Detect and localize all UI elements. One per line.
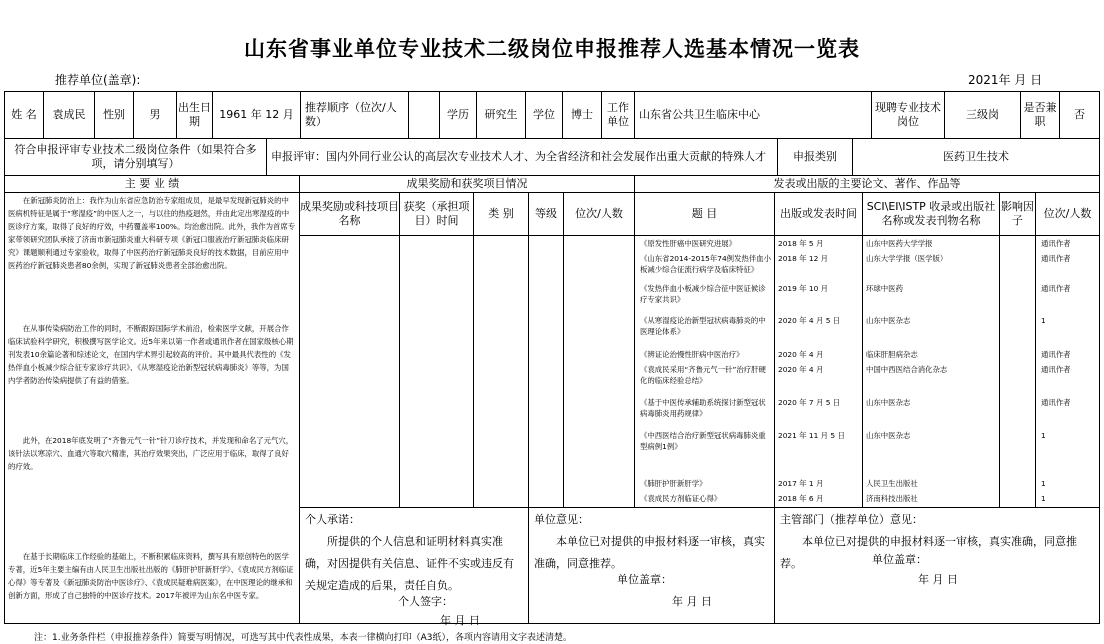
footer-note: 注：1.业务条件栏（申报推荐条件）简要写明情况，可选写其中代表性成果，本表一律横向打印（A3纸），各项内容请用文字表述清楚。 bbox=[34, 633, 572, 643]
person-commit-title: 个人承诺： bbox=[305, 513, 360, 526]
award-body-level bbox=[528, 235, 564, 508]
gender-label: 性别 bbox=[94, 91, 134, 139]
unit-opinion-text: 本单位已对提供的申报材料逐一审核，真实准确，同意推荐。 bbox=[534, 535, 765, 570]
birth-label: 出生日期 bbox=[176, 91, 213, 139]
pub-rank: 通讯作者 bbox=[1041, 254, 1071, 263]
name-label: 姓 名 bbox=[4, 91, 44, 139]
pub-rank: 通讯作者 bbox=[1041, 398, 1071, 407]
dual-label: 是否兼职 bbox=[1020, 91, 1060, 139]
pub-journal: 环球中医药 bbox=[866, 284, 903, 293]
pub-title: 《辨证论治慢性肝病中医治疗》 bbox=[640, 350, 744, 359]
award-col-name: 成果奖励或科技项目名称 bbox=[299, 192, 400, 236]
unit-sign-date: 年 月 日 bbox=[672, 595, 712, 608]
pub-title: 《发热伴血小板减少综合征中医证候诊疗专家共识》 bbox=[640, 284, 766, 304]
post-label: 现聘专业技术岗位 bbox=[871, 91, 945, 139]
pub-col-title: 题 目 bbox=[634, 192, 775, 236]
pub-rank: 通讯作者 bbox=[1041, 284, 1071, 293]
birth-value: 1961 年 12 月 bbox=[212, 91, 301, 139]
pub-rank: 通讯作者 bbox=[1041, 239, 1071, 248]
person-sign-date: 年 月 日 bbox=[440, 614, 480, 627]
degree-label: 学位 bbox=[525, 91, 563, 139]
page-title: 山东省事业单位专业技术二级岗位申报推荐人选基本情况一览表 bbox=[244, 37, 860, 61]
pub-title: 《肺肝护肝新肝学》 bbox=[640, 479, 707, 488]
pub-title: 《从寒湿疫论治新型冠状病毒肺炎的中医理论体系》 bbox=[640, 316, 766, 336]
pub-journal: 山东中医药大学学报 bbox=[866, 239, 933, 248]
main-achievements-header: 主 要 业 绩 bbox=[4, 175, 300, 193]
pub-date: 2020 年 7 月 5 日 bbox=[778, 398, 841, 407]
pub-journal: 山东中医杂志 bbox=[866, 398, 911, 407]
degree-value: 博士 bbox=[562, 91, 602, 139]
pub-date: 2018 年 6 月 bbox=[778, 494, 824, 503]
pub-journal: 山东中医杂志 bbox=[866, 316, 911, 325]
achievement-paragraph-2: 在从事传染病防治工作的同时，不断跟踪国际学术前沿，检索医学文献，开展合作临床试验科学研究，积极撰写医学论文。近5年来以第一作者或通讯作者在国家级核心期刊发表10余篇论著和综述论文，在国内学术界引起较高的评价。其中最具代表性的《发热伴血小板减少综合征专家诊疗共识》、《从寒湿疫论治新型冠状病毒肺炎》等等，为国内学者防治传染病提供了有益的借鉴。 bbox=[8, 324, 294, 385]
edu-value: 研究生 bbox=[476, 91, 526, 139]
pub-journal: 临床肝胆病杂志 bbox=[866, 350, 918, 359]
pubs-header: 发表或出版的主要论文、著作、作品等 bbox=[634, 175, 1100, 193]
dept-opinion-text: 本单位已对提供的申报材料逐一审核，真实准确，同意推荐。 bbox=[780, 535, 1077, 570]
dept-opinion-title: 主管部门（推荐单位）意见： bbox=[780, 513, 923, 526]
pub-col-journal: SCI\EI\ISTP 收录或出版社名称或发表刊物名称 bbox=[862, 192, 1000, 236]
awards-header: 成果奖励和获奖项目情况 bbox=[299, 175, 635, 193]
edu-label: 学历 bbox=[439, 91, 477, 139]
pub-journal: 济南科技出版社 bbox=[866, 494, 918, 503]
gender-value: 男 bbox=[133, 91, 177, 139]
pub-date: 2018 年 5 月 bbox=[778, 239, 824, 248]
rank-label: 推荐顺序（位次/人数） bbox=[300, 91, 409, 139]
award-body-type bbox=[473, 235, 529, 508]
pub-title: 《基于中医传承辅助系统探讨新型冠状病毒肺炎用药规律》 bbox=[640, 398, 766, 418]
pub-rank: 1 bbox=[1041, 479, 1046, 488]
category-label: 申报类别 bbox=[777, 138, 853, 176]
conditions-left: 符合申报评审专业技术二级岗位条件（如果符合多项，请分别填写） bbox=[4, 138, 267, 176]
achievement-paragraph-1: 在新冠肺炎防治上：我作为山东省应急防治专家组成员，是最早发现新冠肺炎的中医病机特征是属于“寒湿疫”的中医人之一，与以往的热疫迥然，并由此定出寒湿疫的中医诊疗方案，取得了良好的疗效，中药覆盖率100%。均治愈出院。此外，我作为首席专家带领研究团队承接了济南市新冠肺炎重大科研专项《新冠口服液治疗新冠肺炎临床研究》课题顺利通过专家验收，取得了中医药治疗新冠肺炎良好的技术数据，目前应用中医药治疗新冠肺炎患者80余例，实现了新冠肺炎患者全部治愈出院。 bbox=[8, 196, 296, 270]
person-commit-text: 所提供的个人信息和证明材料真实准确，对因提供有关信息、证件不实或违反有关规定造成的后果，责任自负。 bbox=[305, 535, 514, 592]
pub-journal: 山东中医杂志 bbox=[866, 431, 911, 440]
person-sign-label: 个人签字： bbox=[398, 595, 453, 608]
award-col-type: 类 别 bbox=[473, 192, 529, 236]
dept-sign-label: 单位盖章： bbox=[872, 553, 927, 566]
pub-rank: 1 bbox=[1041, 494, 1046, 503]
achievement-paragraph-3: 此外，在2018年底发明了“齐鲁元气一针”针刀诊疗技术，并发现和命名了元气穴，该针法以寒凉穴、血通穴等取穴精准，其治疗效果突出，广泛应用于临床，取得了良好的疗效。 bbox=[8, 436, 294, 471]
pub-journal: 人民卫生出版社 bbox=[866, 479, 918, 488]
pub-title: 《袁成民采用“齐鲁元气一针”治疗肝硬化的临床经验总结》 bbox=[640, 365, 766, 385]
dept-sign-date: 年 月 日 bbox=[918, 573, 958, 586]
pub-col-date: 出版或发表时间 bbox=[774, 192, 863, 236]
achievement-paragraph-4: 在基于长期临床工作经验的基础上，不断积累临床资料，撰写具有原创特色的医学专著，近5年主要主编有由人民卫生出版社出版的《肺肝护肝新肝学》、《袁成民方剂临证心得》等专著及《新冠肺炎防治中医诊疗》、《袁成民疑难病医案》，在中医理论的继承和创新方面，形成了自己独特的中医诊疗技术。2017年被评为山东名中医专家。 bbox=[8, 552, 294, 600]
rank-value bbox=[408, 91, 440, 139]
pub-title: 《中西医结合治疗新型冠状病毒肺炎重型病例1例》 bbox=[640, 431, 766, 451]
pub-date: 2020 年 4 月 bbox=[778, 365, 824, 374]
pub-body-if bbox=[999, 235, 1036, 508]
award-body-name bbox=[299, 235, 400, 508]
post-value: 三级岗 bbox=[944, 91, 1021, 139]
pub-date: 2020 年 4 月 bbox=[778, 350, 824, 359]
pub-title: 《袁成民方剂临证心得》 bbox=[640, 494, 722, 503]
award-body-rank bbox=[563, 235, 635, 508]
pub-journal: 中国中西医结合消化杂志 bbox=[866, 365, 948, 374]
award-body-time bbox=[399, 235, 474, 508]
pub-title: 《山东省2014-2015年74例发热伴血小板减少综合征流行病学及临床特征》 bbox=[640, 254, 771, 274]
pub-rank: 通讯作者 bbox=[1041, 365, 1071, 374]
pub-date: 2019 年 10 月 bbox=[778, 284, 829, 293]
pub-journal: 山东大学学报（医学版） bbox=[866, 254, 948, 263]
pub-col-if: 影响因子 bbox=[999, 192, 1036, 236]
unit-sign-label: 单位盖章： bbox=[617, 573, 672, 586]
work-value: 山东省公共卫生临床中心 bbox=[634, 91, 872, 139]
pub-title: 《原发性肝癌中医研究进展》 bbox=[640, 239, 737, 248]
recommend-unit-label: 推荐单位(盖章): bbox=[55, 73, 141, 87]
unit-opinion-title: 单位意见： bbox=[534, 513, 589, 526]
criteria-text: 申报评审：国内外同行业公认的高层次专业技术人才、为全省经济和社会发展作出重大贡献的特殊人才 bbox=[266, 138, 778, 176]
award-col-level: 等级 bbox=[528, 192, 564, 236]
pub-date: 2017 年 1 月 bbox=[778, 479, 824, 488]
award-col-rank: 位次/人数 bbox=[563, 192, 635, 236]
pub-rank: 通讯作者 bbox=[1041, 350, 1071, 359]
pub-rank: 1 bbox=[1041, 431, 1046, 440]
name-value: 袁成民 bbox=[43, 91, 95, 139]
pub-date: 2021 年 11 月 5 日 bbox=[778, 431, 845, 440]
award-col-time: 获奖（承担项目）时间 bbox=[399, 192, 474, 236]
dual-value: 否 bbox=[1059, 91, 1100, 139]
header-date: 2021年 月 日 bbox=[968, 73, 1043, 87]
pub-date: 2018 年 12 月 bbox=[778, 254, 829, 263]
pub-col-rank: 位次/人数 bbox=[1035, 192, 1100, 236]
work-label: 工作单位 bbox=[601, 91, 635, 139]
pub-date: 2020 年 4 月 5 日 bbox=[778, 316, 841, 325]
pub-rank: 1 bbox=[1041, 316, 1046, 325]
category-value: 医药卫生技术 bbox=[852, 138, 1100, 176]
